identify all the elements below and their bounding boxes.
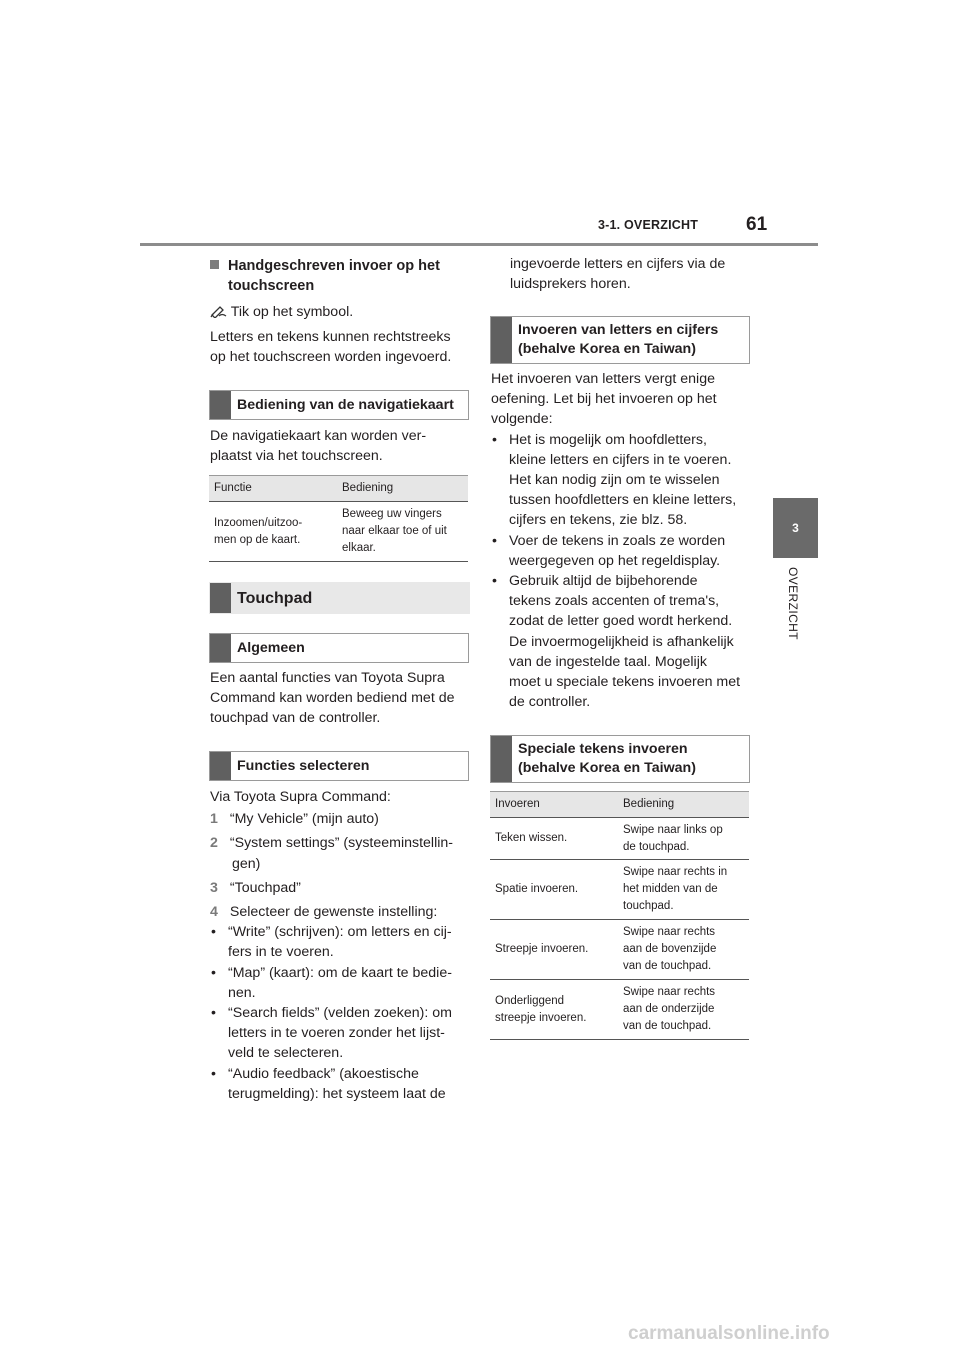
option-line: nen.	[228, 984, 256, 1001]
cell-line: de touchpad.	[623, 840, 690, 853]
special-cell-input	[490, 860, 618, 920]
intro-line1: Het invoeren van letters vergt enige	[491, 371, 715, 387]
cell-line: Swipe naar rechts	[623, 986, 716, 998]
nav-line2: plaatst via het touchscreen.	[210, 448, 383, 465]
bullet-item	[491, 571, 761, 712]
chapter-tab: 3	[773, 498, 818, 558]
nav-line1: De navigatiekaart kan worden ver-	[210, 428, 427, 444]
heading-bar	[210, 583, 231, 613]
special-cell-input	[490, 980, 618, 1040]
special-cell-operation	[618, 860, 749, 920]
continuation-line1: ingevoerde letters en cijfers via de	[510, 256, 726, 272]
cell-line: men op de kaart.	[214, 533, 301, 546]
invoeren-title-line1: Invoeren van letters en cijfers	[518, 322, 719, 338]
algemeen-title: Algemeen	[237, 639, 305, 656]
letters-paragraph	[210, 327, 480, 367]
handwriting-pen-icon	[210, 304, 227, 318]
option-line: • “Write” (schrijven): om letters en cij-	[228, 924, 452, 941]
option-map	[210, 963, 480, 1003]
special-cell-operation	[618, 980, 749, 1040]
nav-table-cell-operation	[337, 502, 468, 562]
step-text-cont: gen)	[232, 855, 261, 872]
cell-line: Beweeg uw vingers	[342, 508, 442, 520]
special-cell-input	[490, 818, 618, 860]
continuation-line2: luidsprekers horen.	[510, 276, 631, 293]
cell-line: aan de onderzijde	[623, 1003, 715, 1015]
cell-line: elkaar.	[342, 542, 376, 554]
heading-bar	[210, 634, 231, 662]
heading-bar	[491, 317, 512, 363]
option-audio-feedback	[210, 1064, 480, 1104]
special-table	[490, 791, 749, 1040]
option-write	[210, 922, 480, 962]
bullet-item	[491, 430, 761, 531]
bullet-line: De invoermogelijkheid is afhankelijk	[509, 633, 734, 650]
page-number: 61	[746, 214, 768, 235]
option-search-fields	[210, 1003, 480, 1064]
cell-line: Swipe naar rechts	[623, 926, 716, 938]
touchpad-title: Touchpad	[237, 589, 313, 607]
functies-title: Functies selecteren	[237, 757, 370, 774]
algemeen-heading	[209, 633, 469, 663]
table-row	[490, 818, 749, 860]
step-number: 3	[210, 879, 218, 896]
heading-bar	[210, 391, 231, 419]
nav-table-cell-function	[209, 502, 337, 562]
chapter-tab-label: OVERZICHT	[786, 567, 800, 640]
step-3	[210, 878, 480, 898]
speciale-heading	[490, 735, 750, 783]
bullet-line: zodat de letter goed wordt herkend.	[509, 613, 733, 630]
bullet-line: de controller.	[509, 694, 591, 711]
cell-line: van de touchpad.	[623, 960, 712, 972]
touchpad-heading	[209, 582, 470, 614]
tap-symbol-text: Tik op het symbool.	[230, 304, 354, 320]
special-table-header-bediening: Bediening	[618, 792, 749, 818]
handwrite-heading-line2: touchscreen	[228, 278, 315, 295]
bullet-line: Het kan nodig zijn om te wisselen	[509, 472, 720, 489]
invoeren-heading	[490, 316, 750, 364]
cell-line: Swipe naar links op	[623, 823, 723, 836]
cell-line: Inzoomen/uitzoo-	[214, 516, 303, 529]
intro-line3: volgende:	[491, 411, 553, 428]
heading-bar	[210, 752, 231, 780]
bullet-line: kleine letters en cijfers in te voeren.	[509, 451, 732, 468]
watermark: carmanualsonline.info	[628, 1323, 830, 1344]
bullet-line: cijfers en tekens, zie blz. 58.	[509, 512, 688, 529]
tap-symbol-line	[210, 302, 480, 322]
bullet-line: tussen hoofdletters en kleine letters,	[509, 492, 737, 509]
heading-square-icon	[210, 260, 219, 269]
letters-line1: Letters en tekens kunnen rechtstreeks	[210, 329, 451, 345]
option-line: veld te selecteren.	[228, 1045, 344, 1062]
cell-line: aan de bovenzijde	[623, 943, 717, 955]
via-command: Via Toyota Supra Command:	[210, 789, 391, 805]
step-number: 4	[210, 904, 218, 921]
algemeen-line1: Een aantal functies van Toyota Supra	[210, 670, 445, 686]
invoeren-title	[512, 317, 724, 363]
option-line: • “Audio feedback” (akoestische	[228, 1065, 419, 1082]
bullet-item	[491, 531, 761, 571]
cell-line: Onderliggend	[495, 994, 565, 1007]
nav-table	[209, 475, 468, 562]
step-text: “My Vehicle” (mijn auto)	[229, 811, 379, 828]
bullet-line: • Gebruik altijd de bijbehorende	[509, 573, 698, 590]
step-number: 2	[210, 835, 218, 852]
cell-line: streepje invoeren.	[495, 1011, 587, 1024]
step-2	[210, 833, 480, 873]
table-row	[490, 920, 749, 980]
bullet-line: weergegeven op het regeldisplay.	[509, 552, 721, 569]
step-1	[210, 809, 480, 829]
bullet-line: • Voer de tekens in zoals ze worden	[509, 532, 726, 549]
table-row	[209, 502, 468, 562]
special-cell-operation	[618, 920, 749, 980]
invoeren-paragraph	[491, 369, 761, 712]
functies-heading	[209, 751, 469, 781]
cell-line: van de touchpad.	[623, 1020, 712, 1032]
option-line: fers in te voeren.	[228, 944, 334, 961]
step-4	[210, 902, 480, 922]
audio-feedback-continuation	[510, 254, 770, 294]
table-row	[490, 980, 749, 1040]
nav-table-header-bediening: Bediening	[337, 476, 468, 502]
letters-line2: op het touchscreen worden ingevoerd.	[210, 349, 452, 366]
cell-line: naar elkaar toe of uit	[342, 525, 447, 537]
special-cell-input	[490, 920, 618, 980]
section-title: 3-1. OVERZICHT	[598, 218, 699, 232]
nav-paragraph	[210, 426, 480, 466]
step-text: Selecteer de gewenste instelling:	[229, 904, 438, 921]
cell-line: Swipe naar rechts in	[623, 866, 728, 878]
special-table-header-invoeren: Invoeren	[490, 792, 618, 818]
step-text: “Touchpad”	[229, 879, 301, 896]
steps-block	[210, 787, 480, 1104]
heading-bar	[491, 736, 512, 782]
speciale-title-line1: Speciale tekens invoeren	[518, 741, 688, 757]
nav-table-header-functie: Functie	[209, 476, 337, 502]
speciale-title	[512, 736, 702, 782]
algemeen-line2: Command kan worden bediend met de	[210, 690, 455, 707]
algemeen-line3: touchpad van de controller.	[210, 710, 381, 727]
algemeen-paragraph	[210, 668, 480, 729]
handwrite-heading-line1: Handgeschreven invoer op het	[228, 258, 440, 274]
speciale-title-line2: (behalve Korea en Taiwan)	[518, 760, 696, 776]
step-number: 1	[210, 811, 218, 828]
bullet-line: • Het is mogelijk om hoofdletters,	[509, 431, 707, 448]
cell-line: Teken wissen.	[495, 832, 568, 844]
option-line: letters in te voeren zonder het lijst-	[228, 1025, 445, 1042]
special-cell-operation	[618, 818, 749, 860]
bullet-line: van de ingestelde taal. Mogelijk	[509, 653, 707, 670]
header-divider	[140, 243, 818, 246]
nav-section-heading	[209, 390, 469, 420]
option-line: • “Search fields” (velden zoeken): om	[228, 1005, 452, 1022]
cell-line: het midden van de	[623, 883, 718, 895]
nav-section-title: Bediening van de navigatiekaart	[237, 396, 454, 413]
intro-line2: oefening. Let bij het invoeren op het	[491, 391, 717, 408]
invoeren-title-line2: (behalve Korea en Taiwan)	[518, 341, 696, 357]
handwrite-heading	[210, 256, 470, 296]
step-text: “System settings” (systeeminstellin-	[229, 835, 454, 852]
option-line: terugmelding): het systeem laat de	[228, 1085, 446, 1102]
bullet-line: moet u speciale tekens invoeren met	[509, 674, 741, 691]
cell-line: Spatie invoeren.	[495, 883, 579, 895]
table-row	[490, 860, 749, 920]
cell-line: Streepje invoeren.	[495, 943, 589, 955]
cell-line: touchpad.	[623, 900, 674, 912]
bullet-line: tekens zoals accenten of trema's,	[509, 593, 720, 610]
option-line: • “Map” (kaart): om de kaart te bedie-	[228, 964, 452, 981]
